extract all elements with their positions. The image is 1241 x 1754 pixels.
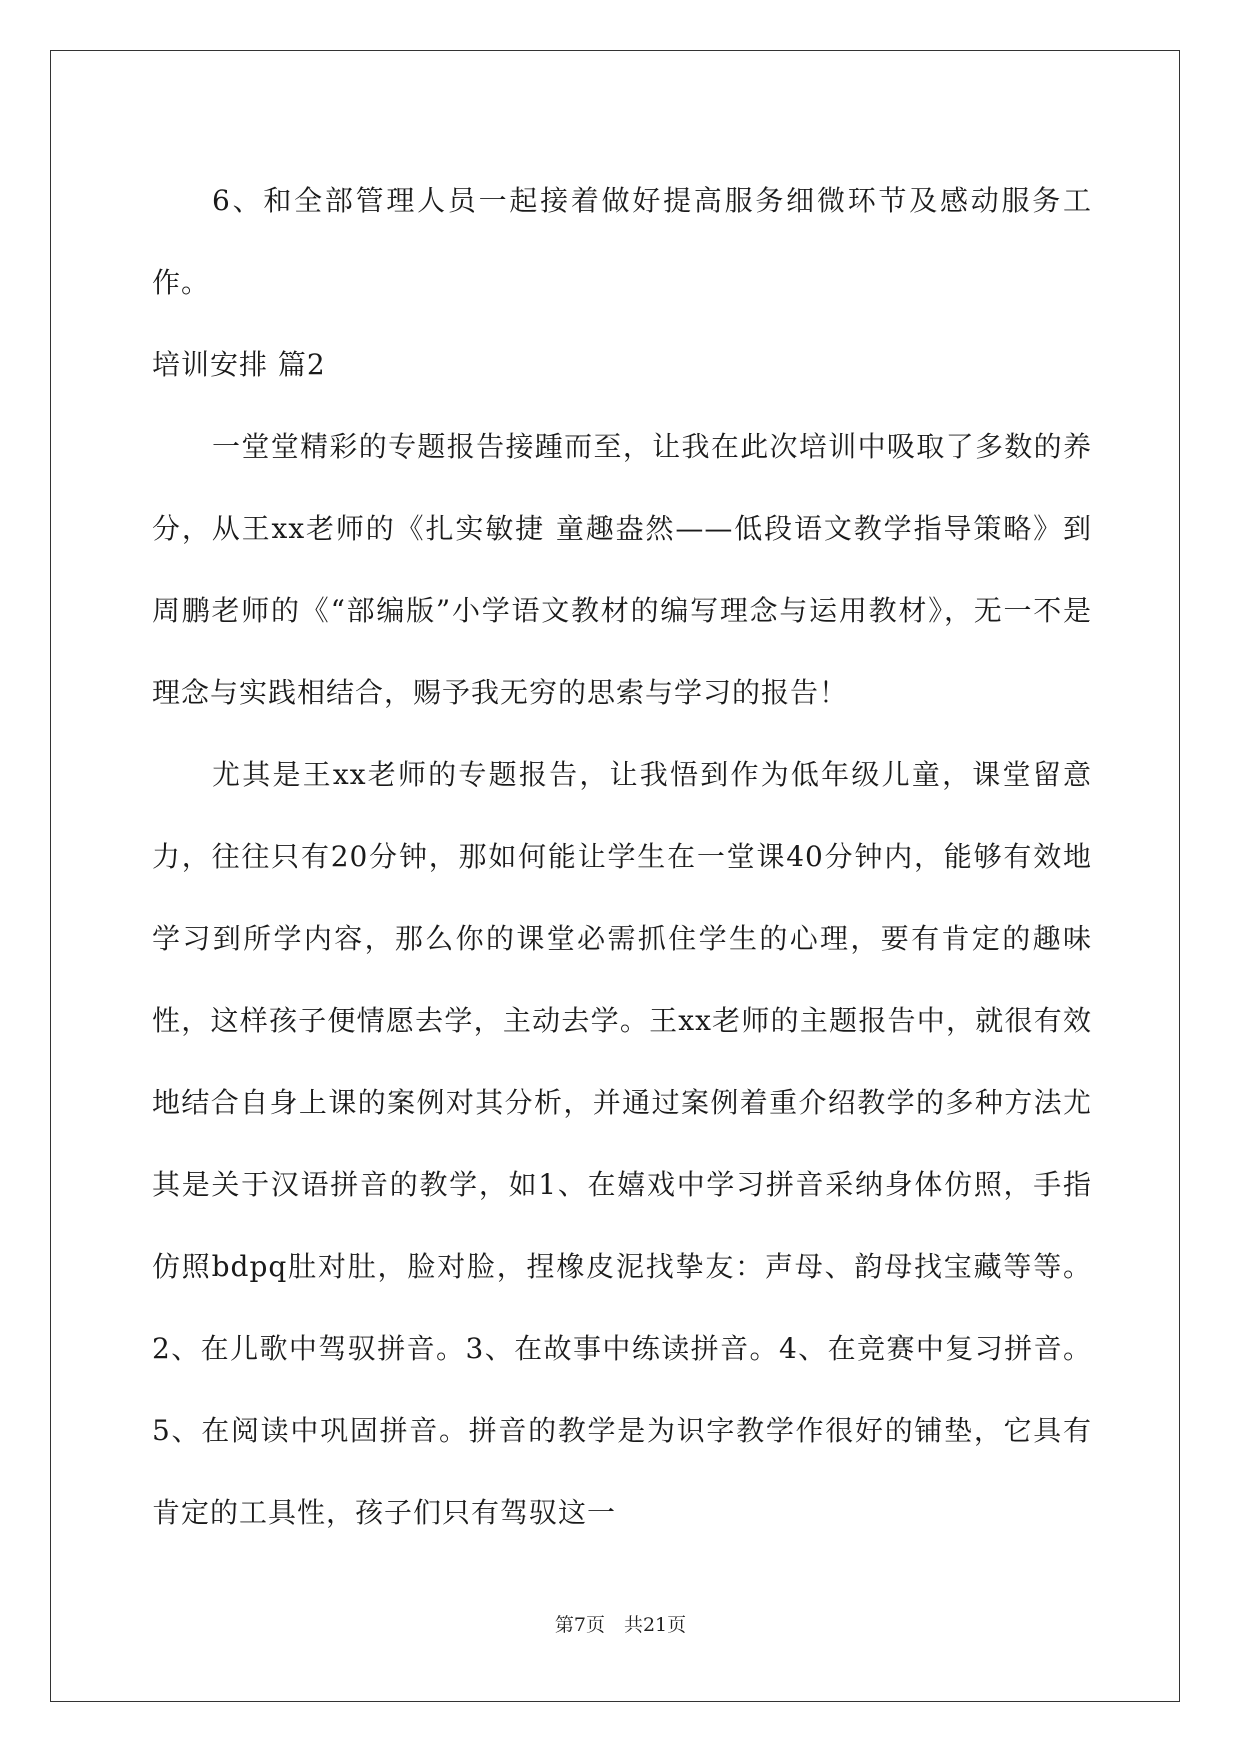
paragraph-3: 尤其是王xx老师的专题报告，让我悟到作为低年级儿童，课堂留意力，往往只有20分钟，那如何能让学生在一堂课40分钟内，能够有效地学习到所学内容，那么你的课堂必需抓住学生的心理，要有肯定的趣味性，这样孩子便情愿去学，主动去学。王xx老师的主题报告中，就很有效地结合自身上课的案例对其分析，并通过案例着重介绍教学的多种方法尤其是关于汉语拼音的教学，如1、在嬉戏中学习拼音采纳身体仿照，手指仿照bdpq肚对肚，脸对脸，捏橡皮泥找挚友：声母、韵母找宝藏等等。2、在儿歌中驾驭拼音。3、在故事中练读拼音。4、在竞赛中复习拼音。5、在阅读中巩固拼音。拼音的教学是为识字教学作很好的铺垫，它具有肯定的工具性，孩子们只有驾驭这一 [152, 758, 1092, 1529]
document-body [152, 160, 1092, 1554]
page-number-footer: 第7页 共21页 [554, 1614, 687, 1636]
paragraph-1: 6、和全部管理人员一起接着做好提高服务细微环节及感动服务工作。 [152, 184, 1092, 299]
section-heading: 培训安排 篇2 [152, 348, 326, 381]
paragraph-2: 一堂堂精彩的专题报告接踵而至，让我在此次培训中吸取了多数的养分，从王xx老师的《扎实敏捷 童趣盎然——低段语文教学指导策略》到周鹏老师的《“部编版”小学语文教材的编写理念与运用教材》，无一不是理念与实践相结合，赐予我无穷的思索与学习的报告！ [152, 430, 1092, 709]
